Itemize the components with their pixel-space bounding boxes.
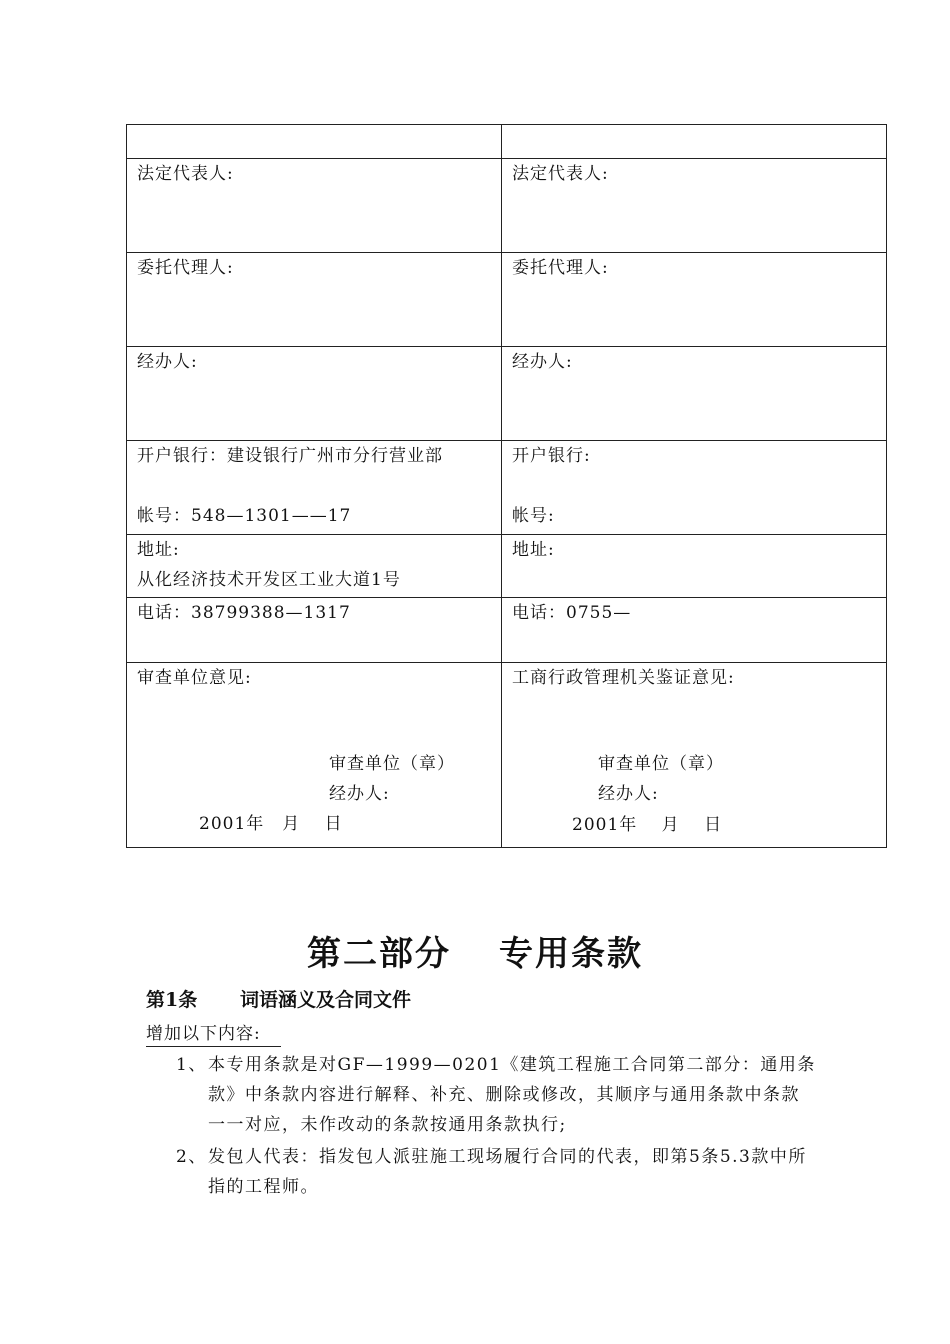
- handler-right: 经办人:: [502, 347, 887, 441]
- phone-right: 电话：0755—: [502, 598, 887, 663]
- table-row-blank: [127, 125, 887, 159]
- address-cell-left: [127, 535, 502, 598]
- table-row-handler: [127, 347, 887, 441]
- list-item: [176, 1142, 816, 1202]
- review-handler-right: 经办人:: [598, 784, 659, 804]
- review-handler-left: 经办人:: [329, 784, 390, 804]
- address-value-left: 从化经济技术开发区工业大道1号: [137, 570, 401, 590]
- bank-cell-right: [502, 441, 887, 535]
- article-title: 词语涵义及合同文件: [240, 989, 412, 1011]
- table-row-address: [127, 535, 887, 598]
- blank-cell-right: [502, 125, 887, 159]
- section-part: 第二部分: [307, 934, 451, 974]
- legal-rep-left: 法定代表人:: [127, 159, 502, 253]
- review-seal-left: 审查单位（章）: [329, 754, 455, 774]
- review-date-left: 2001年 月 日: [199, 814, 343, 834]
- list-item: [176, 1050, 816, 1140]
- item-number: 1、: [176, 1055, 207, 1075]
- address-cell-right: [502, 535, 887, 598]
- review-title-right: 工商行政管理机关鉴证意见:: [512, 668, 735, 688]
- section-title: [0, 926, 950, 975]
- account-right: 帐号:: [512, 506, 555, 526]
- agent-left: 委托代理人:: [127, 253, 502, 347]
- add-content-label: 增加以下内容:: [146, 1022, 281, 1047]
- address-label-right: 地址:: [512, 540, 555, 560]
- article-heading: [146, 985, 411, 1012]
- item-number: 2、: [176, 1147, 207, 1167]
- bank-cell-left: [127, 441, 502, 535]
- article-number: 第1条: [146, 989, 198, 1011]
- blank-cell-left: [127, 125, 502, 159]
- clause-list: [176, 1050, 816, 1204]
- review-title-left: 审查单位意见:: [137, 668, 252, 688]
- bank-label-right: 开户银行:: [512, 446, 591, 466]
- legal-rep-right: 法定代表人:: [502, 159, 887, 253]
- agent-right: 委托代理人:: [502, 253, 887, 347]
- address-label-left: 地址:: [137, 540, 180, 560]
- bank-label-left: 开户银行：建设银行广州市分行营业部: [137, 446, 443, 466]
- review-cell-left: [127, 663, 502, 848]
- section-name: 专用条款: [499, 934, 643, 974]
- item-text: 本专用条款是对GF—1999—0201《建筑工程施工合同第二部分：通用条款》中条款内容进行解释、补充、删除或修改，其顺序与通用条款中条款一一对应，未作改动的条款按通用条款执行;: [208, 1055, 816, 1135]
- review-date-right: 2001年 月 日: [572, 815, 723, 835]
- signature-table: [126, 124, 887, 848]
- table-row-legal-rep: [127, 159, 887, 253]
- account-left: 帐号：548—1301——17: [137, 506, 352, 526]
- phone-left: 电话：38799388—1317: [127, 598, 502, 663]
- review-seal-right: 审查单位（章）: [598, 754, 724, 774]
- table-row-bank: [127, 441, 887, 535]
- review-cell-right: [502, 663, 887, 848]
- table-row-phone: [127, 598, 887, 663]
- handler-left: 经办人:: [127, 347, 502, 441]
- item-text: 发包人代表：指发包人派驻施工现场履行合同的代表，即第5条5.3款中所指的工程师。: [208, 1147, 807, 1197]
- table-row-agent: [127, 253, 887, 347]
- table-row-review: [127, 663, 887, 848]
